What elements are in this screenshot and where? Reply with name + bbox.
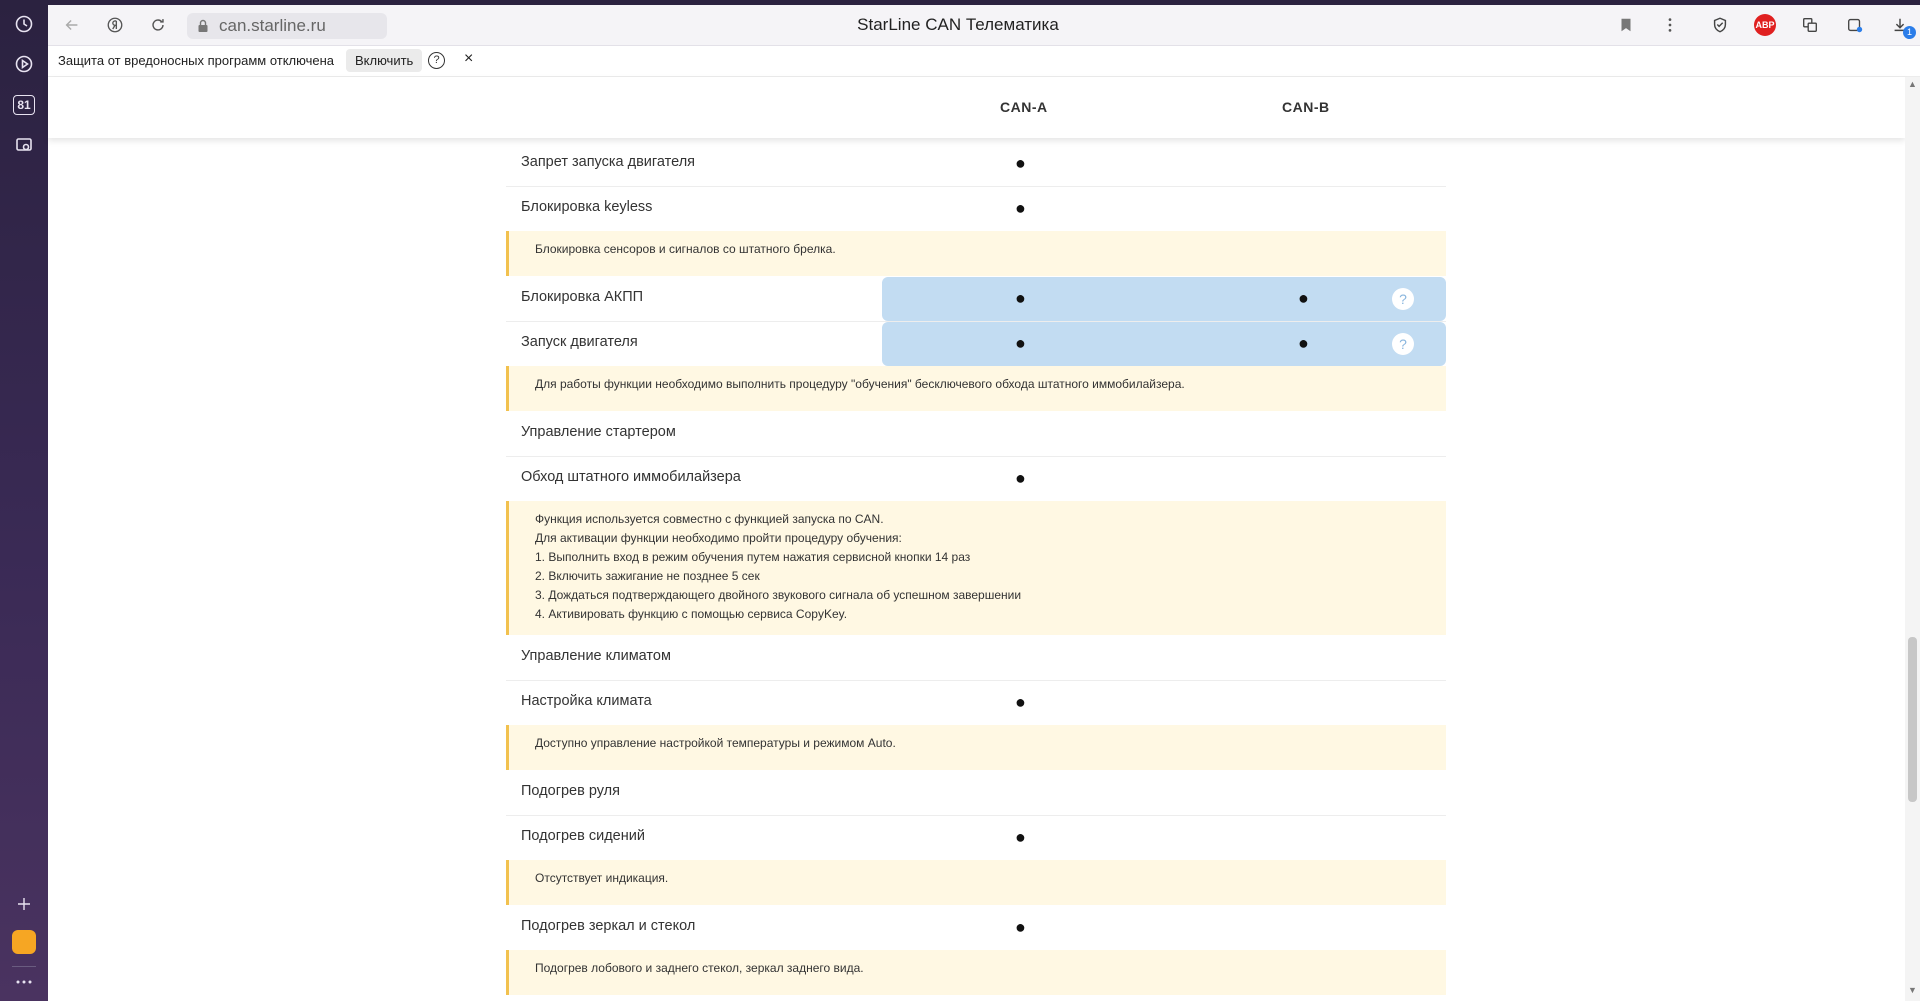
row-label: Запрет запуска двигателя bbox=[521, 154, 695, 170]
table-row bbox=[506, 276, 1446, 322]
row-label: Обход штатного иммобилайзера bbox=[521, 469, 741, 485]
table-row bbox=[506, 456, 1446, 502]
row-label: Запуск двигателя bbox=[521, 334, 638, 350]
address-bar[interactable] bbox=[187, 13, 387, 39]
counter-icon[interactable]: 81 bbox=[10, 91, 38, 119]
protection-notification bbox=[48, 46, 1920, 77]
table-row bbox=[506, 635, 1446, 681]
note-engine-start bbox=[506, 366, 1446, 411]
scroll-up-icon[interactable]: ▲ bbox=[1908, 79, 1917, 89]
scroll-down-icon[interactable]: ▼ bbox=[1908, 985, 1917, 995]
table-row bbox=[506, 321, 1446, 367]
can-a-mark: ● bbox=[1015, 468, 1026, 488]
note-line: 2. Включить зажигание не позднее 5 сек bbox=[535, 569, 760, 583]
downloads-icon[interactable]: 1 bbox=[1888, 13, 1912, 37]
reload-icon[interactable] bbox=[146, 13, 170, 37]
add-panel-icon[interactable] bbox=[10, 890, 38, 918]
extension-icon[interactable] bbox=[1843, 13, 1867, 37]
bookmark-icon[interactable] bbox=[1614, 13, 1638, 37]
row-label: Блокировка keyless bbox=[521, 199, 653, 215]
row-label: Подогрев зеркал и стекол bbox=[521, 918, 696, 934]
row-label: Подогрев сидений bbox=[521, 828, 645, 844]
notification-message: Защита от вредоносных программ отключена bbox=[58, 53, 335, 68]
page-title: StarLine CAN Телематика bbox=[857, 15, 1059, 34]
note-climate bbox=[506, 725, 1446, 770]
can-b-mark: ● bbox=[1298, 288, 1309, 308]
question-icon[interactable]: ? bbox=[1392, 288, 1414, 310]
note-text: Подогрев лобового и заднего стекол, зеркал заднего вида. bbox=[535, 961, 864, 975]
can-a-mark: ● bbox=[1015, 153, 1026, 173]
mail-icon[interactable] bbox=[10, 928, 38, 956]
can-b-mark: ● bbox=[1298, 333, 1309, 353]
help-icon[interactable]: ? bbox=[428, 52, 445, 69]
question-icon[interactable]: ? bbox=[1392, 333, 1414, 355]
can-a-mark: ● bbox=[1015, 333, 1026, 353]
menu-dots-icon[interactable] bbox=[1658, 13, 1682, 37]
can-a-mark: ● bbox=[1015, 827, 1026, 847]
adblock-icon[interactable]: ABP bbox=[1753, 13, 1777, 37]
table-row bbox=[506, 186, 1446, 232]
protect-shield-icon[interactable] bbox=[1708, 13, 1732, 37]
row-label: Настройка климата bbox=[521, 693, 652, 709]
translate-icon[interactable] bbox=[1798, 13, 1822, 37]
table-row bbox=[506, 680, 1446, 726]
note-line: 4. Активировать функцию с помощью сервиса CopyKey. bbox=[535, 607, 848, 621]
table-row bbox=[506, 411, 1446, 457]
table-row bbox=[506, 905, 1446, 951]
row-highlight bbox=[882, 277, 1446, 321]
note-keyless bbox=[506, 231, 1446, 276]
browser-sidebar bbox=[0, 0, 48, 1001]
scrollbar-thumb[interactable] bbox=[1908, 637, 1917, 802]
column-can-a: CAN-A bbox=[1000, 99, 1048, 115]
table-row bbox=[506, 770, 1446, 816]
enable-button[interactable]: Включить bbox=[346, 49, 422, 72]
can-a-mark: ● bbox=[1015, 692, 1026, 712]
lock-icon bbox=[195, 18, 211, 34]
row-label: Подогрев руля bbox=[521, 783, 620, 799]
note-text: Блокировка сенсоров и сигналов со штатного брелка. bbox=[535, 242, 836, 256]
note-mirrors bbox=[506, 950, 1446, 995]
row-highlight bbox=[882, 322, 1446, 366]
row-label: Управление стартером bbox=[521, 424, 676, 440]
back-icon[interactable] bbox=[60, 13, 84, 37]
play-icon[interactable] bbox=[10, 50, 38, 78]
note-line: Для активации функции необходимо пройти процедуру обучения: bbox=[535, 531, 902, 545]
can-a-mark: ● bbox=[1015, 917, 1026, 937]
note-text: Отсутствует индикация. bbox=[535, 871, 669, 885]
note-text: Для работы функции необходимо выполнить процедуру "обучения" бесключевого обхода штатного иммобилайзера. bbox=[535, 377, 1185, 391]
table-header bbox=[48, 77, 1905, 138]
note-seats bbox=[506, 860, 1446, 905]
close-icon[interactable]: × bbox=[464, 50, 474, 67]
url-text: can.starline.ru bbox=[219, 16, 326, 35]
screenshot-icon[interactable] bbox=[10, 131, 38, 159]
note-line: 1. Выполнить вход в режим обучения путем нажатия сервисной кнопки 14 раз bbox=[535, 550, 971, 564]
row-label: Управление климатом bbox=[521, 648, 671, 664]
sidebar-divider bbox=[12, 966, 36, 967]
yandex-icon[interactable] bbox=[103, 13, 127, 37]
note-line: Функция используется совместно с функцией запуска по CAN. bbox=[535, 512, 884, 526]
row-label: Блокировка АКПП bbox=[521, 289, 644, 305]
history-icon[interactable] bbox=[10, 10, 38, 38]
browser-toolbar bbox=[48, 5, 1920, 46]
note-line: 3. Дождаться подтверждающего двойного звукового сигнала об успешном завершении bbox=[535, 588, 1022, 602]
can-a-mark: ● bbox=[1015, 288, 1026, 308]
can-a-mark: ● bbox=[1015, 198, 1026, 218]
page-scrollbar[interactable] bbox=[1905, 77, 1920, 1001]
table-row bbox=[506, 141, 1446, 187]
note-immobilizer bbox=[506, 501, 1446, 635]
note-text: Доступно управление настройкой температуры и режимом Auto. bbox=[535, 736, 896, 750]
more-icon[interactable] bbox=[10, 968, 38, 996]
table-row bbox=[506, 815, 1446, 861]
column-can-b: CAN-B bbox=[1282, 99, 1330, 115]
